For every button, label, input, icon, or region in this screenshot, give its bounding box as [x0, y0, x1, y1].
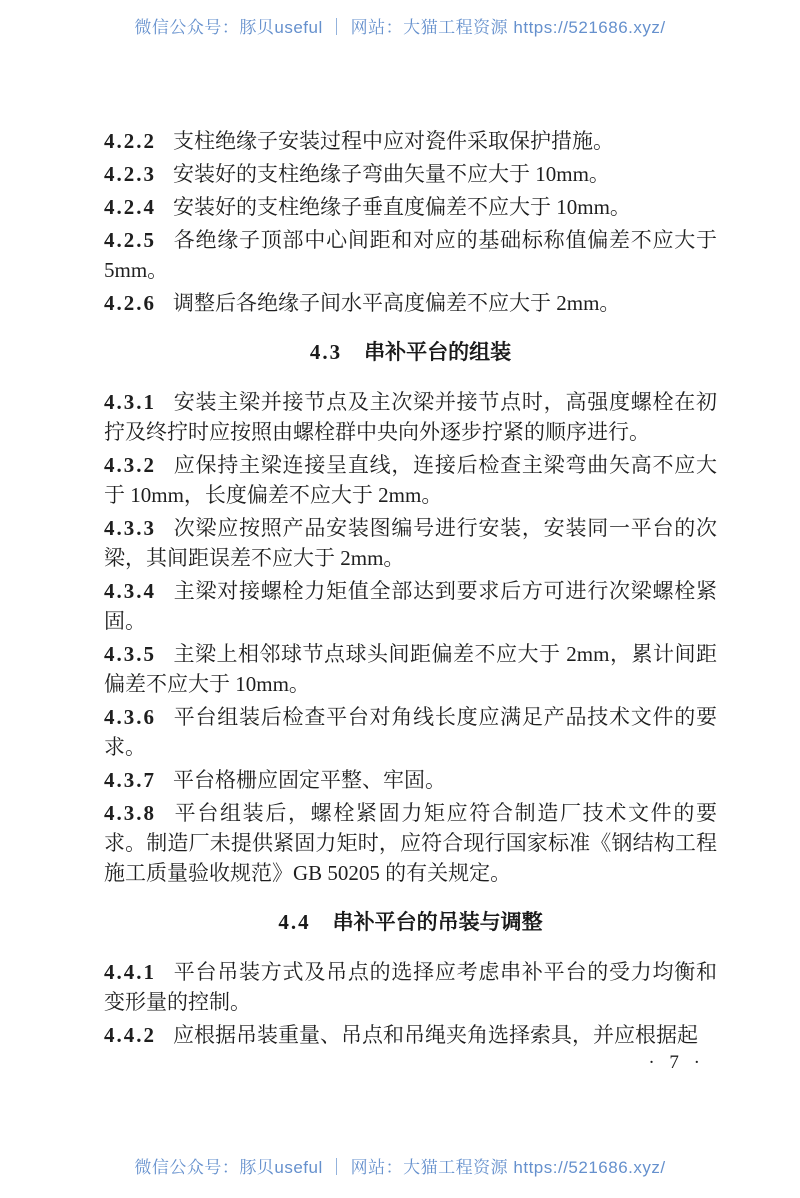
clause-number: 4.3.8 [104, 801, 156, 825]
clause-4-2-2 [104, 126, 717, 156]
footer-watermark: 微信公众号：豚贝useful ｜ 网站：大猫工程资源 https://521686.xyz/ [134, 1158, 666, 1177]
clause-text: 平台组装后，螺栓紧固力矩应符合制造厂技术文件的要求。制造厂未提供紧固力矩时，应符合现行国家标准《钢结构工程施工质量验收规范》GB 50205 的有关规定。 [104, 801, 717, 885]
clause-number: 4.2.5 [104, 228, 156, 252]
clause-4-2-3 [104, 159, 717, 189]
section-title: 串补平台的组装 [364, 340, 512, 364]
clause-text: 调整后各绝缘子间水平高度偏差不应大于 2mm。 [173, 291, 621, 315]
clause-text: 应根据吊装重量、吊点和吊绳夹角选择索具，并应根据起 [173, 1023, 698, 1047]
clause-4-3-4 [104, 576, 717, 636]
clause-text: 次梁应按照产品安装图编号进行安装，安装同一平台的次梁，其间距误差不应大于 2mm。 [104, 516, 717, 570]
clause-text: 支柱绝缘子安装过程中应对瓷件采取保护措施。 [173, 129, 614, 153]
clause-4-3-2 [104, 450, 717, 510]
section-heading-4-4 [104, 907, 717, 937]
clause-text: 各绝缘子顶部中心间距和对应的基础标称值偏差不应大于 5mm。 [104, 228, 717, 282]
document-body [104, 126, 717, 1053]
clause-4-3-7 [104, 765, 717, 795]
clause-4-3-3 [104, 513, 717, 573]
header-watermark: 微信公众号：豚贝useful ｜ 网站：大猫工程资源 https://521686.xyz/ [134, 18, 666, 37]
clause-4-3-8 [104, 798, 717, 888]
clause-4-2-6 [104, 288, 717, 318]
clause-text: 平台吊装方式及吊点的选择应考虑串补平台的受力均衡和变形量的控制。 [104, 960, 717, 1014]
clause-text: 应保持主梁连接呈直线，连接后检查主梁弯曲矢高不应大于 10mm，长度偏差不应大于 2mm。 [104, 453, 717, 507]
clause-number: 4.3.5 [104, 642, 156, 666]
clause-text: 主梁对接螺栓力矩值全部达到要求后方可进行次梁螺栓紧固。 [104, 579, 717, 633]
clause-text: 主梁上相邻球节点球头间距偏差不应大于 2mm，累计间距偏差不应大于 10mm。 [104, 642, 717, 696]
clause-number: 4.3.2 [104, 453, 156, 477]
clause-number: 4.2.2 [104, 129, 156, 153]
section-title: 串补平台的吊装与调整 [332, 910, 543, 934]
section-number: 4.3 [309, 340, 343, 364]
clause-number: 4.3.4 [104, 579, 156, 603]
clause-text: 平台格栅应固定平整、牢固。 [173, 768, 446, 792]
clause-4-4-2 [104, 1020, 717, 1050]
clause-number: 4.3.3 [104, 516, 156, 540]
clause-number: 4.2.3 [104, 162, 156, 186]
clause-text: 安装好的支柱绝缘子垂直度偏差不应大于 10mm。 [173, 195, 631, 219]
clause-text: 安装好的支柱绝缘子弯曲矢量不应大于 10mm。 [173, 162, 610, 186]
clause-number: 4.2.6 [104, 291, 156, 315]
clause-number: 4.3.1 [104, 390, 156, 414]
section-heading-4-3 [104, 337, 717, 367]
clause-text: 平台组装后检查平台对角线长度应满足产品技术文件的要求。 [104, 705, 717, 759]
clause-number: 4.4.2 [104, 1023, 156, 1047]
clause-4-3-1 [104, 387, 717, 447]
page-number: · 7 · [648, 1052, 700, 1073]
clause-number: 4.3.7 [104, 768, 156, 792]
clause-text: 安装主梁并接节点及主次梁并接节点时，高强度螺栓在初拧及终拧时应按照由螺栓群中央向外逐步拧紧的顺序进行。 [104, 390, 717, 444]
clause-4-2-4 [104, 192, 717, 222]
clause-4-3-6 [104, 702, 717, 762]
clause-4-3-5 [104, 639, 717, 699]
clause-number: 4.3.6 [104, 705, 156, 729]
clause-4-2-5 [104, 225, 717, 285]
section-number: 4.4 [278, 910, 311, 934]
clause-number: 4.2.4 [104, 195, 156, 219]
clause-number: 4.4.1 [104, 960, 156, 984]
clause-4-4-1 [104, 957, 717, 1017]
